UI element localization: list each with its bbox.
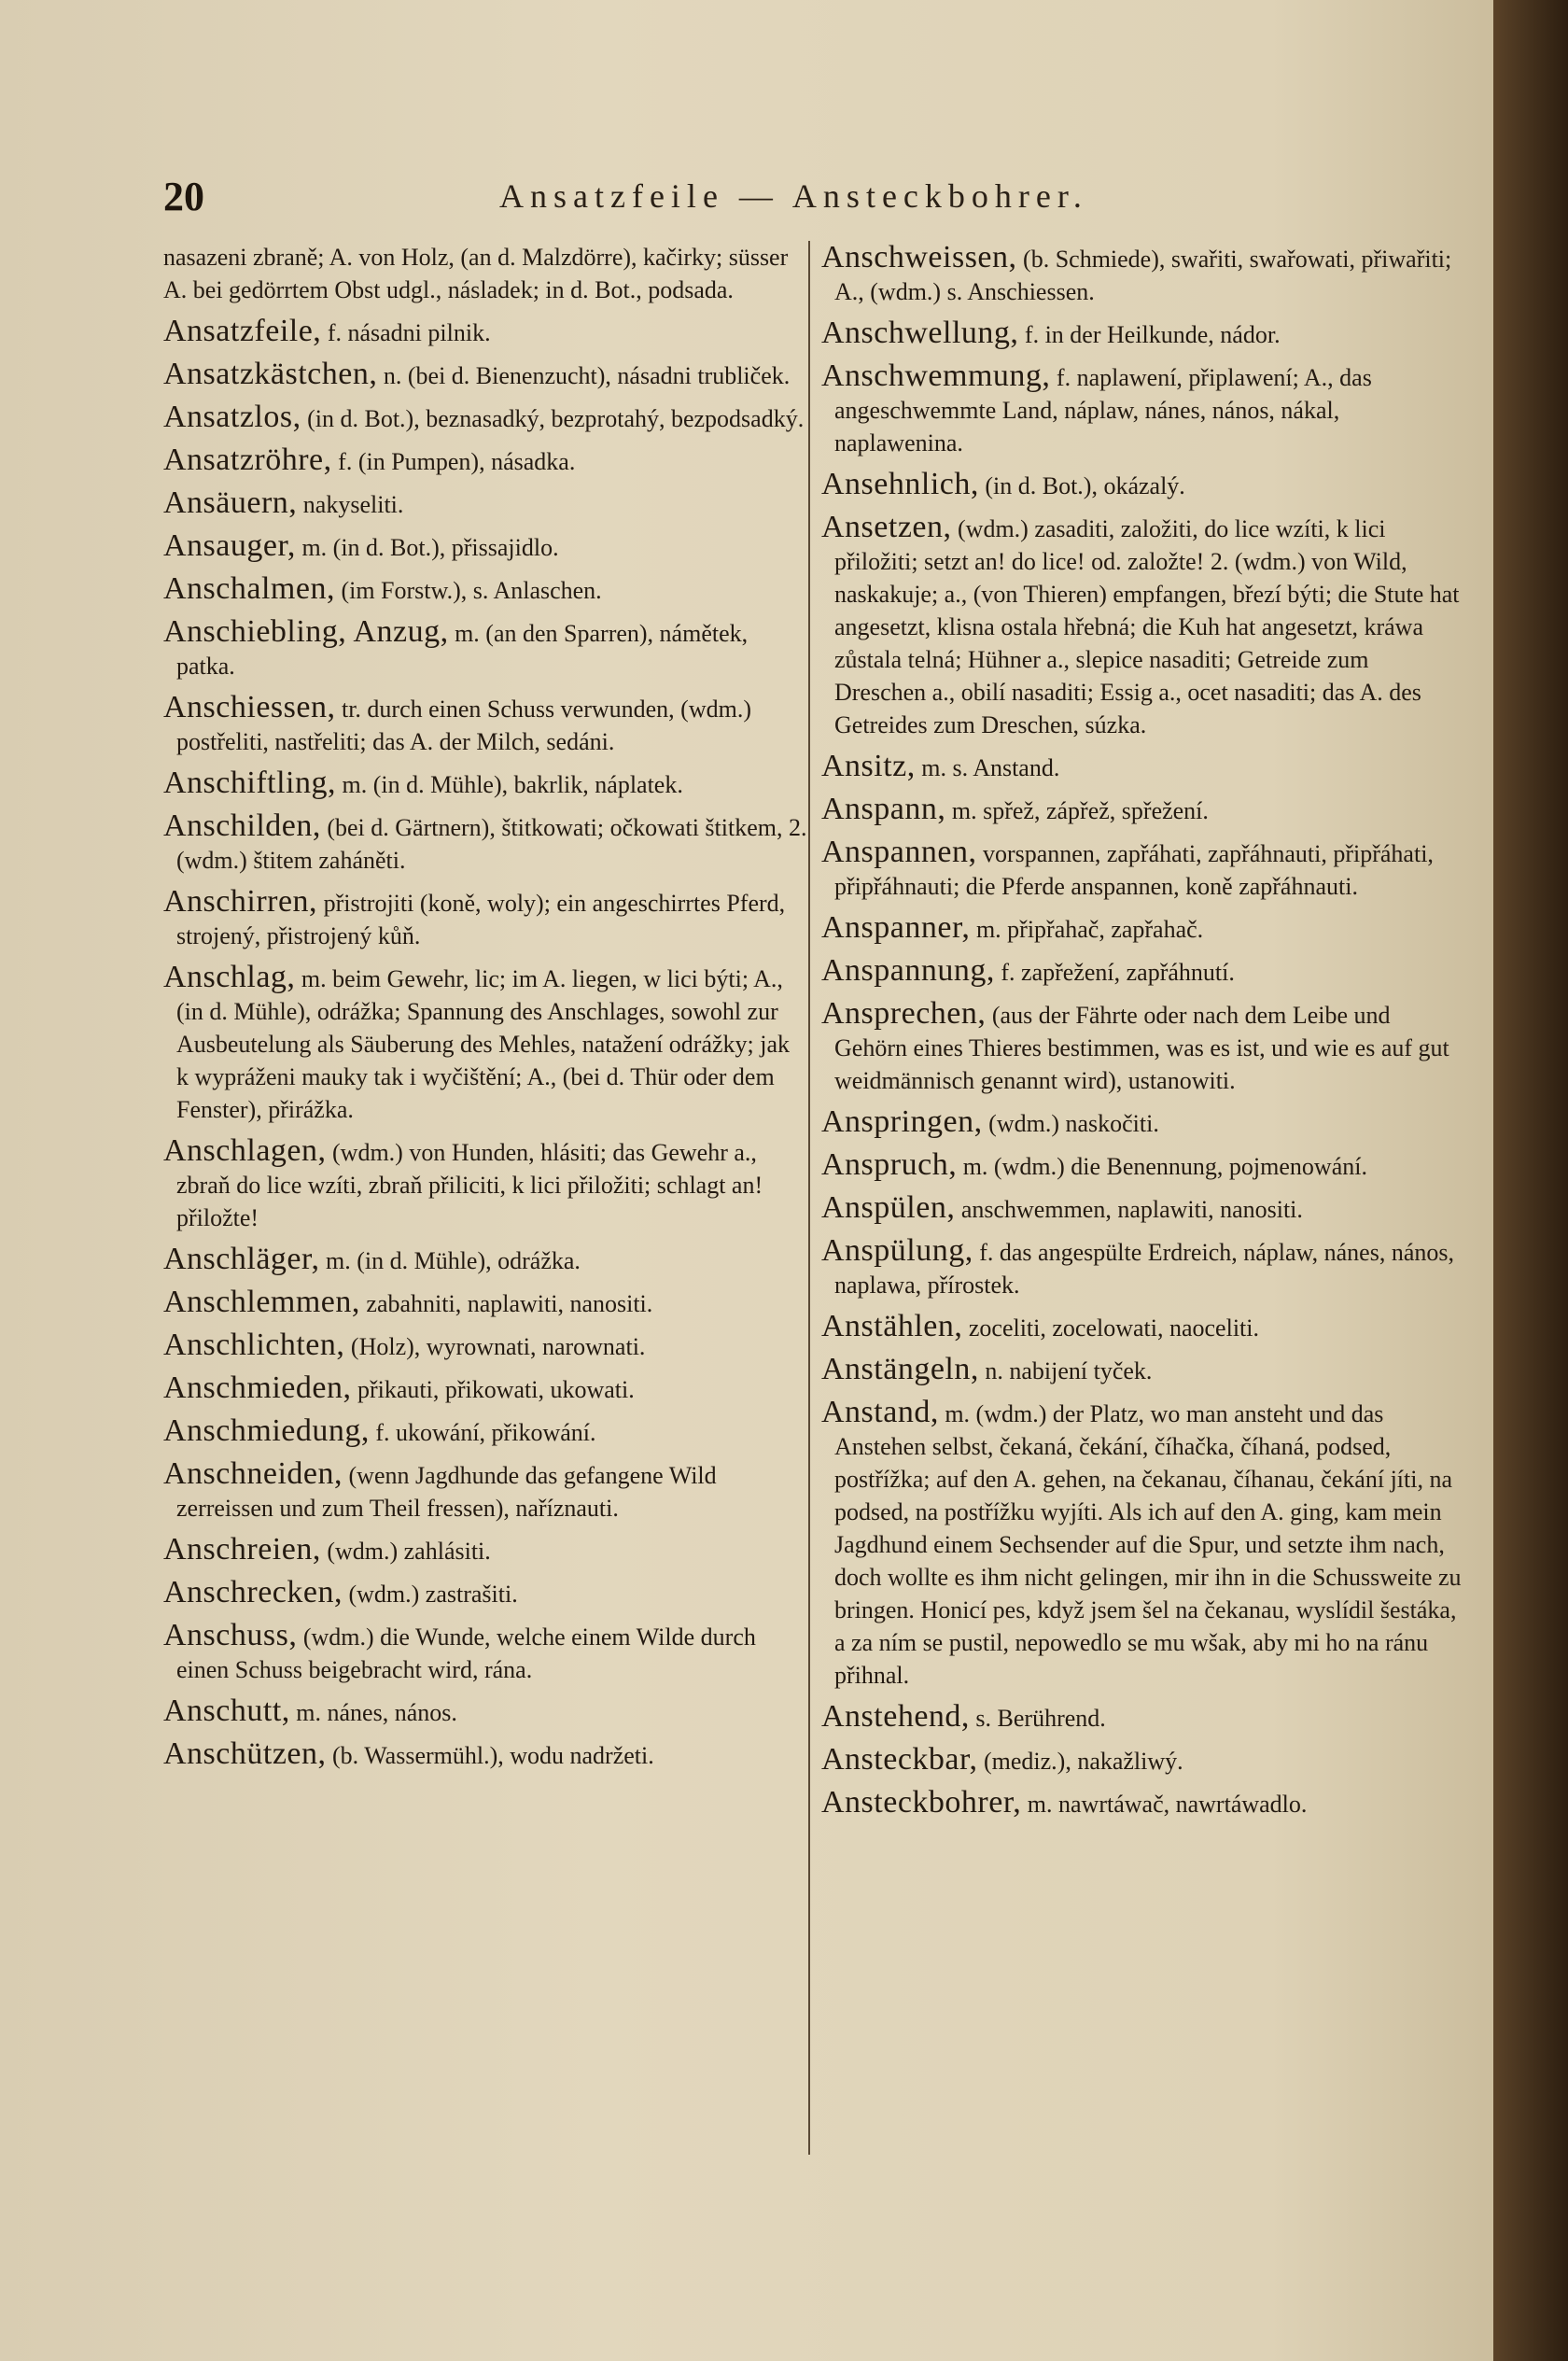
- dictionary-entry: [821, 359, 1465, 459]
- entry-definition: (bei d. Gärtnern), štitkowati; očkowati štitkem, 2. (wdm.) štitem zaháněti.: [176, 814, 807, 874]
- entry-headword: Anstählen,: [821, 1309, 963, 1343]
- entry-headword: Ansauger,: [163, 528, 296, 563]
- entry-definition: f. ukowání, přikowání.: [375, 1419, 596, 1446]
- dictionary-entry: [163, 1243, 807, 1277]
- entry-headword: Ansatzkästchen,: [163, 357, 378, 391]
- dictionary-entry: [163, 885, 807, 952]
- dictionary-entry: [821, 1148, 1465, 1183]
- dictionary-entry: [821, 911, 1465, 946]
- entry-definition: f. (in Pumpen), násadka.: [338, 448, 576, 475]
- dictionary-entry: [821, 750, 1465, 784]
- dictionary-entry: [163, 1737, 807, 1772]
- entry-definition: (Holz), wyrownati, narownati.: [350, 1333, 646, 1360]
- entry-headword: Ansitz,: [821, 749, 916, 783]
- entry-definition: n. nabijení tyček.: [985, 1357, 1153, 1384]
- entry-definition: (im Forstw.), s. Anlaschen.: [341, 577, 602, 604]
- entry-headword: Anschuss,: [163, 1618, 298, 1652]
- dictionary-entry: [163, 961, 807, 1126]
- entry-headword: Anspannung,: [821, 953, 995, 988]
- entry-headword: Anspruch,: [821, 1147, 958, 1182]
- running-head: Ansatzfeile — Ansteckbohrer.: [499, 177, 1088, 215]
- entry-definition: m. (wdm.) die Benennung, pojmenowání.: [962, 1153, 1367, 1180]
- entry-headword: Anschlag,: [163, 960, 296, 994]
- entry-definition: (wdm.) zastrašiti.: [348, 1581, 518, 1608]
- entry-headword: Anspann,: [821, 792, 946, 826]
- entry-definition: m. (an den Sparren), námětek, patka.: [176, 620, 749, 680]
- column-divider: [808, 241, 810, 2155]
- entry-headword: Anstehend,: [821, 1699, 970, 1734]
- entry-headword: Anstand,: [821, 1395, 939, 1429]
- dictionary-entry: [163, 1533, 807, 1567]
- entry-headword: Ansteckbar,: [821, 1742, 978, 1777]
- entry-definition: (mediz.), nakažliwý.: [983, 1748, 1183, 1775]
- dictionary-entry: [163, 315, 807, 349]
- left-column: [163, 241, 807, 1780]
- dictionary-entry: [163, 1414, 807, 1449]
- entry-headword: Anschlagen,: [163, 1133, 327, 1168]
- dictionary-entry: [163, 1371, 807, 1406]
- entry-definition: (wdm.) von Hunden, hlásiti; das Gewehr a., zbraň do lice wzíti, zbraň přiliciti, k lici přiložiti; schlagt an! přiložte!: [176, 1139, 763, 1231]
- dictionary-entry: [821, 1353, 1465, 1387]
- entry-headword: Anspanner,: [821, 910, 971, 945]
- entry-definition: (wdm.) zahlásiti.: [327, 1538, 491, 1565]
- entry-headword: Anschiessen,: [163, 690, 336, 724]
- entry-headword: Anschutt,: [163, 1693, 290, 1728]
- entry-definition: f. zapřežení, zapřáhnutí.: [1001, 959, 1235, 986]
- entry-definition: m. připřahač, zapřahač.: [975, 916, 1204, 943]
- entry-headword: Ansäuern,: [163, 485, 298, 520]
- entry-definition: (b. Wassermühl.), wodu nadržeti.: [332, 1742, 654, 1769]
- dictionary-entry: [163, 1134, 807, 1234]
- entry-headword: Anschmiedung,: [163, 1413, 370, 1448]
- entry-headword: Anspannen,: [821, 835, 977, 869]
- entry-definition: vorspannen, zapřáhati, zapřáhnauti, připřáhati, připřáhnauti; die Pferde anspannen, koně zapřáhnauti.: [834, 840, 1434, 900]
- entry-definition: (b. Schmiede), swařiti, swařowati, přiwařiti; A., (wdm.) s. Anschiessen.: [834, 246, 1452, 305]
- dictionary-entry: [163, 486, 807, 521]
- entry-headword: Ansehnlich,: [821, 467, 979, 501]
- dictionary-entry: [163, 766, 807, 801]
- dictionary-entry: [821, 1191, 1465, 1226]
- dictionary-entry: [163, 241, 807, 306]
- entry-definition: nasazeni zbraně; A. von Holz, (an d. Malzdörre), kačirky; süsser A. bei gedörrtem Obst udgl., násladek; in d. Bot., podsada.: [163, 244, 789, 303]
- entry-headword: Ansatzfeile,: [163, 314, 322, 348]
- entry-headword: Ansetzen,: [821, 510, 952, 544]
- entry-headword: Ansatzröhre,: [163, 443, 332, 477]
- entry-definition: zabahniti, naplawiti, nanositi.: [366, 1290, 653, 1317]
- entry-headword: Ansteckbohrer,: [821, 1785, 1022, 1820]
- book-edge: [1493, 0, 1568, 2361]
- entry-headword: Anspülung,: [821, 1233, 973, 1268]
- dictionary-entry: [821, 1105, 1465, 1140]
- entry-headword: Anschalmen,: [163, 571, 335, 606]
- entry-definition: s. Berührend.: [975, 1705, 1106, 1732]
- entry-headword: Anschmieden,: [163, 1370, 352, 1405]
- dictionary-entry: [163, 691, 807, 758]
- dictionary-entry: [163, 1286, 807, 1320]
- dictionary-entry: [821, 954, 1465, 989]
- entry-headword: Anschwemmung,: [821, 358, 1051, 393]
- entry-headword: Anschützen,: [163, 1736, 327, 1771]
- right-column: [821, 241, 1465, 1829]
- entry-definition: zoceliti, zocelowati, naoceliti.: [968, 1314, 1259, 1342]
- entry-headword: Anschirren,: [163, 884, 318, 919]
- entry-headword: Anstängeln,: [821, 1352, 979, 1386]
- entry-definition: (wdm.) zasaditi, založiti, do lice wzíti, k lici přiložiti; setzt an! do lice! od. založte! 2. (wdm.) von Wild, naskakuje; a., (von Thieren) empfangen, březí býti; die Stute hat angesetzt, klisna ostala hřebná; die Kuh hat angesetzt, kráwa zůstala telná; Hühner a., slepice nasaditi; Getreide zum Dreschen a., obilí nasaditi; Essig a., ocet nasaditi; das A. des Getreides zum Dreschen, súzka.: [834, 515, 1460, 738]
- entry-headword: Anschreien,: [163, 1532, 321, 1567]
- dictionary-entry: [821, 1743, 1465, 1778]
- page-header: [163, 173, 1461, 238]
- dictionary-entry: [163, 529, 807, 564]
- dictionary-entry: [821, 836, 1465, 903]
- entry-headword: Anschrecken,: [163, 1575, 343, 1609]
- dictionary-entry: [821, 1310, 1465, 1344]
- entry-definition: (wdm.) die Wunde, welche einem Wilde durch einen Schuss beigebracht wird, rána.: [176, 1623, 756, 1683]
- entry-headword: Anschläger,: [163, 1242, 320, 1276]
- entry-definition: (wenn Jagdhunde das gefangene Wild zerreissen und zum Theil fressen), naříznauti.: [176, 1462, 717, 1522]
- dictionary-entry: [821, 511, 1465, 741]
- dictionary-entry: [163, 401, 807, 435]
- entry-headword: Anschlemmen,: [163, 1285, 360, 1319]
- entry-definition: tr. durch einen Schuss verwunden, (wdm.) postřeliti, nastřeliti; das A. der Milch, sedáni.: [176, 696, 751, 755]
- entry-headword: Anspringen,: [821, 1104, 983, 1139]
- entry-definition: m. (wdm.) der Platz, wo man ansteht und das Anstehen selbst, čekaná, čekání, číhačka, číhaná, podsed, postřížka; auf den A. gehen, na čekanau, číhanau, čekání jíti, na podsed, na postřížku wyjíti. Als ich auf den A. ging, kam mein Jagdhund einem Sechsender auf die Spur, und setzte ihm nach, doch wollte es ihm nicht gelingen, mir ihn in die Schussweite zu bringen. Honicí pes, když jsem šel na čekanau, wyslídil šestáka, a za ním se pustil, nepowedlo se mu wšak, aby mi ho na ránu přihnal.: [834, 1400, 1462, 1689]
- entry-headword: Ansatzlos,: [163, 400, 301, 434]
- dictionary-entry: [163, 615, 807, 682]
- dictionary-entry: [163, 572, 807, 607]
- entry-headword: Anschiebling, Anzug,: [163, 614, 449, 649]
- dictionary-entry: [821, 1700, 1465, 1735]
- entry-headword: Anschweissen,: [821, 240, 1017, 274]
- dictionary-entry: [163, 1576, 807, 1610]
- dictionary-entry: [163, 358, 807, 392]
- entry-definition: anschwemmen, naplawiti, nanositi.: [960, 1196, 1303, 1223]
- entry-definition: f. das angespülte Erdreich, náplaw, nánes, nános, naplawa, přírostek.: [834, 1239, 1454, 1299]
- entry-definition: f. in der Heilkunde, nádor.: [1024, 321, 1281, 348]
- dictionary-entry: [821, 1234, 1465, 1301]
- entry-headword: Anspülen,: [821, 1190, 956, 1225]
- dictionary-entry: [163, 443, 807, 478]
- entry-definition: m. nánes, nános.: [296, 1699, 457, 1726]
- entry-definition: (in d. Bot.), beznasadký, bezprotahý, bezpodsadký.: [307, 405, 805, 432]
- dictionary-entry: [821, 793, 1465, 827]
- entry-headword: Anschiftling,: [163, 766, 336, 800]
- entry-definition: nakyseliti.: [302, 491, 404, 518]
- dictionary-entry: [821, 241, 1465, 308]
- entry-definition: f. naplawení, připlawení; A., das angeschwemmte Land, náplaw, nánes, nános, nákal, naplawenina.: [834, 364, 1372, 457]
- dictionary-entry: [163, 1694, 807, 1729]
- entry-definition: přikauti, přikowati, ukowati.: [357, 1376, 635, 1403]
- entry-headword: Anschneiden,: [163, 1456, 343, 1491]
- entry-definition: m. beim Gewehr, lic; im A. liegen, w lici býti; A., (in d. Mühle), odrážka; Spannung des Anschlages, sowohl zur Ausbeutelung als Säuberung des Mehles, natažení odrážky; jak k wypráženi mauky tak i wyčištění; A., (bei d. Thür oder dem Fenster), přirážka.: [176, 965, 791, 1123]
- entry-definition: přistrojiti (koně, woly); ein angeschirrtes Pferd, strojený, přistrojený kůň.: [176, 890, 786, 949]
- entry-definition: m. (in d. Bot.), přissajidlo.: [301, 534, 559, 561]
- dictionary-entry: [163, 809, 807, 877]
- dictionary-entry: [163, 1328, 807, 1363]
- dictionary-entry: [821, 997, 1465, 1097]
- dictionary-entry: [821, 1786, 1465, 1820]
- entry-headword: Ansprechen,: [821, 996, 987, 1031]
- entry-definition: m. s. Anstand.: [921, 754, 1060, 781]
- entry-definition: m. nawrtáwač, nawrtáwadlo.: [1027, 1791, 1308, 1818]
- entry-definition: (in d. Bot.), okázalý.: [985, 472, 1185, 499]
- dictionary-entry: [163, 1457, 807, 1525]
- entry-definition: f. násadni pilnik.: [327, 319, 491, 346]
- entry-definition: m. (in d. Mühle), bakrlik, náplatek.: [342, 771, 683, 798]
- entry-headword: Anschwellung,: [821, 316, 1019, 350]
- page-number: 20: [163, 174, 204, 219]
- dictionary-entry: [821, 1396, 1465, 1692]
- entry-headword: Anschilden,: [163, 808, 321, 843]
- entry-headword: Anschlichten,: [163, 1328, 345, 1362]
- dictionary-entry: [163, 1619, 807, 1686]
- entry-definition: n. (bei d. Bienenzucht), násadni trubliček.: [383, 362, 791, 389]
- entry-definition: m. (in d. Mühle), odrážka.: [325, 1247, 581, 1274]
- dictionary-entry: [821, 468, 1465, 502]
- entry-definition: m. spřež, zápřež, spřežení.: [951, 797, 1209, 824]
- entry-definition: (wdm.) naskočiti.: [988, 1110, 1159, 1137]
- dictionary-entry: [821, 316, 1465, 351]
- entry-definition: (aus der Fährte oder nach dem Leibe und Gehörn eines Thieres bestimmen, was es ist, und wie es auf gut weidmännisch genannt wird), ustanowiti.: [834, 1002, 1449, 1094]
